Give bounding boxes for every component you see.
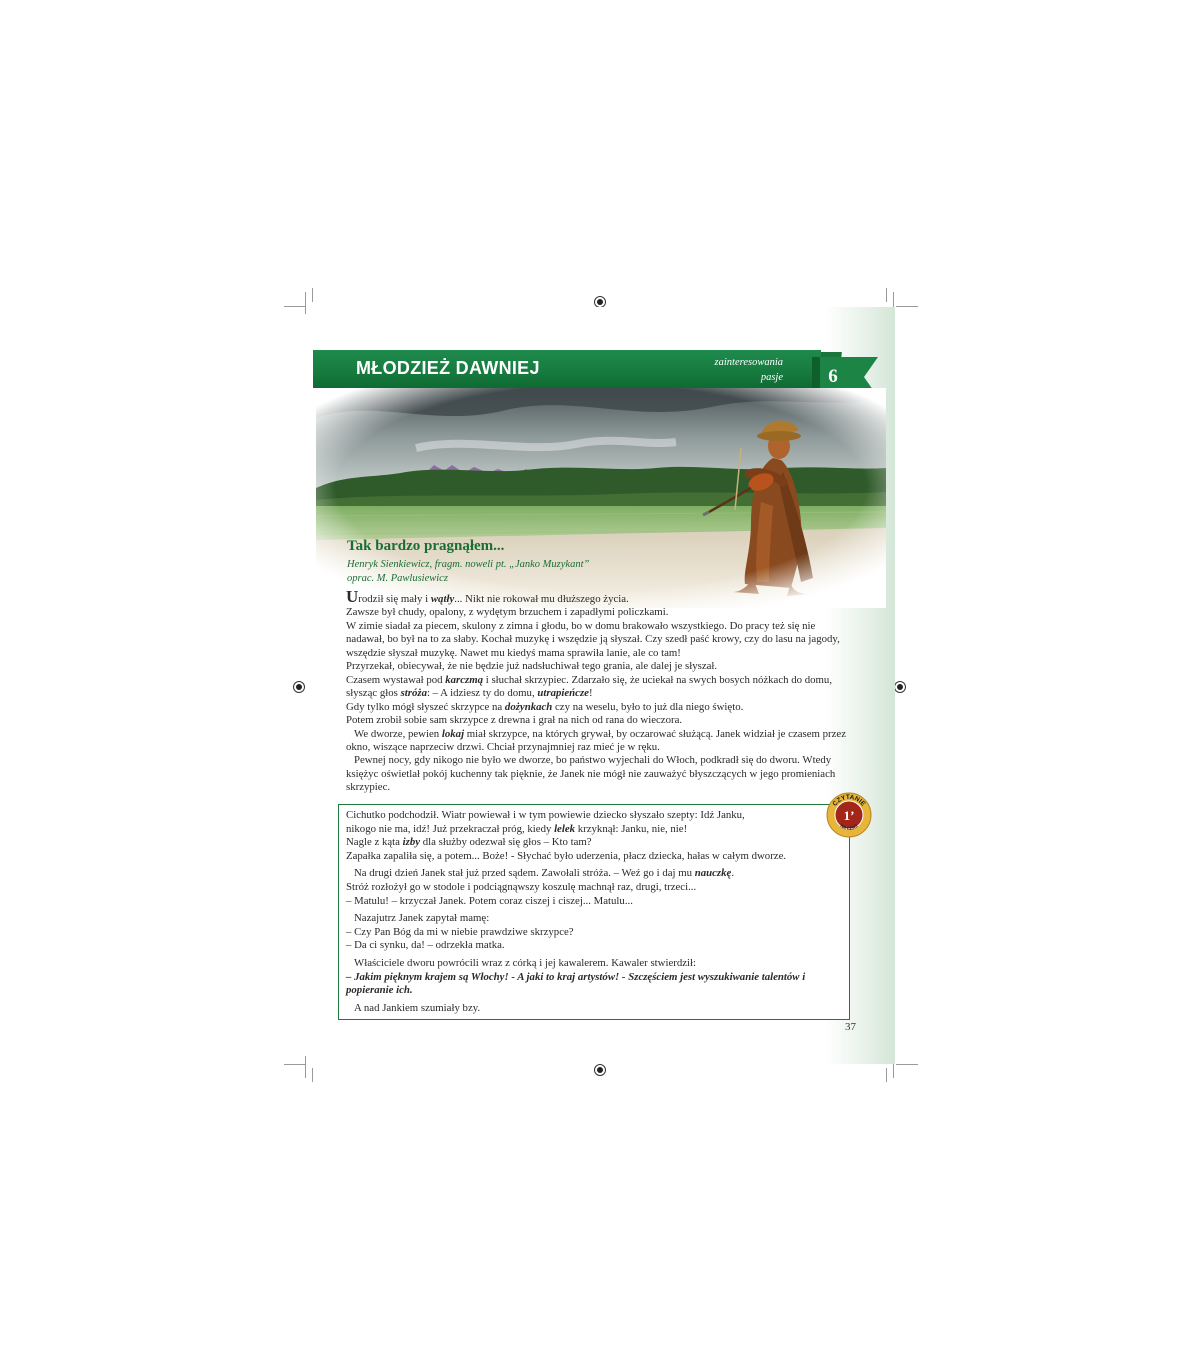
crop-mark [896, 306, 918, 307]
box-line [346, 823, 841, 837]
glossary-word: karczmą [445, 673, 484, 686]
paragraph [346, 701, 856, 714]
paragraph: Zawsze był chudy, opalony, z wydętym brzuchem i zapadłymi policzkami. [346, 606, 669, 619]
box-line: Zapałka zapaliła się, a potem... Boże! - Słychać było uderzenia, płacz dziecka, hałas w całym dworze. [346, 849, 787, 862]
topic-line: zainteresowania [714, 357, 783, 368]
registration-mark [894, 681, 906, 693]
text: We dworze, pewien [354, 727, 442, 740]
badge-bottom-label: NA CZAS [839, 823, 859, 832]
crop-mark [896, 1064, 918, 1065]
page-number: 37 [845, 1021, 856, 1033]
crop-mark [284, 1064, 306, 1065]
text: Gdy tylko mógł słyszeć skrzypce na [346, 700, 505, 713]
text: Na drugi dzień Janek stał już przed sądem. Zawołali stróża. – Weź go i daj mu [354, 867, 695, 880]
byline-author: Henryk Sienkiewicz, fragm. noweli pt. „Janko Muzykant” [347, 559, 590, 570]
glossary-word: dożynkach [504, 700, 553, 713]
registration-mark [594, 1064, 606, 1076]
chapter-number: 6 [828, 366, 838, 387]
box-line: – Matulu! – krzyczał Janek. Potem coraz ciszej i ciszej... Matulu... [346, 894, 633, 907]
crop-mark [312, 1068, 313, 1082]
paragraph: W zimie siadał za piecem, skulony z zimna i głodu, bo w domu brakowało wszystkiego. Do pracy też się nie nadawał, bo był na to za słaby. Kochał muzykę i wszędzie ją słyszał. Czy szedł paść krowy, czy do lasu na jagody, wszędzie słyszał muzykę. Nawet mu kiedyś mama sprawiła lanie, ale co tam! [346, 619, 840, 659]
paragraph: Pewnej nocy, gdy nikogo nie było we dworze, bo państwo wyjechali do Włoch, podkradł się do dworu. Wtedy księżyc oświetlał pokój kuchenny tak pięknie, że Janek nie mógł nie zauważyć błyszczących w jego promieniach skrzypiec. [346, 754, 836, 794]
glossary-word: lelek [554, 822, 576, 835]
box-line: – Czy Pan Bóg da mi w niebie prawdziwe skrzypce? [346, 925, 574, 938]
glossary-word: nauczkę [694, 867, 732, 880]
chapter-topic [640, 355, 783, 385]
box-line: A nad Jankiem szumiały bzy. [354, 1001, 481, 1014]
box-line [346, 971, 841, 998]
text: czy na weselu, było to już dla niego święto. [552, 700, 744, 713]
reading-time-badge [826, 792, 872, 838]
glossary-word: utrapieńcze [537, 687, 589, 700]
box-line: Nazajutrz Janek zapytał mamę: [354, 912, 490, 925]
crop-mark [312, 288, 313, 302]
crop-mark [305, 292, 306, 314]
glossary-word: wątły [430, 593, 455, 605]
text: Nagle z kąta [346, 836, 403, 849]
text: ! [588, 687, 593, 700]
story-body [346, 587, 856, 795]
box-line: Stróż rozłożył go w stodole i podciągnąwszy koszulę machnął raz, drugi, trzeci... [346, 880, 697, 893]
badge-value: 1’ [843, 808, 855, 823]
crop-mark [886, 1068, 887, 1082]
box-line: – Da ci synku, da! – odrzekła matka. [346, 939, 505, 952]
emphasized-quote: – Jakim pięknym krajem są Włochy! - A jaki to kraj artystów! - Szczęściem jest wyszukiwanie talentów i popieranie ich. [346, 970, 806, 997]
paragraph [346, 674, 856, 701]
text: krzyknął: Janku, nie, nie! [575, 822, 688, 835]
glossary-word: lokaj [441, 727, 465, 740]
crop-mark [284, 306, 306, 307]
registration-mark [293, 681, 305, 693]
glossary-word: stróża [400, 687, 427, 700]
crop-mark [886, 288, 887, 302]
box-line [346, 867, 841, 881]
drop-cap: U [346, 587, 359, 606]
story-byline [347, 558, 589, 585]
glossary-word: izby [402, 836, 421, 849]
text: miał skrzypce, na których grywał, by oczarować służącą. Janek widział je czasem przez okno, wiszące naprzeciw drzwi. Chciał przynajmniej raz mieć je w ręku. [346, 727, 846, 753]
paragraph [346, 728, 856, 755]
badge-top-label: CZYTANIE [831, 793, 867, 808]
text: i słuchał skrzypiec. Zdarzało się, że uciekał na swych bosych nóżkach do domu, słysząc głos [346, 673, 833, 700]
text: . [731, 867, 735, 880]
text: Czasem wystawał pod [346, 673, 446, 686]
chapter-title: MŁODZIEŻ DAWNIEJ [356, 358, 540, 378]
box-line [346, 836, 841, 850]
text: : – A idziesz ty do domu, [426, 687, 538, 700]
byline-editor: oprac. M. Pawlusiewicz [347, 572, 448, 584]
story-title: Tak bardzo pragnąłem... [347, 538, 505, 554]
paragraph: Potem zrobił sobie sam skrzypce z drewna i grał na nich od rana do wieczora. [346, 714, 683, 727]
paragraph: Przyrzekał, obiecywał, że nie będzie już nadsłuchiwał tego grania, ale dalej je słyszał. [346, 660, 718, 673]
paragraph [346, 587, 856, 606]
story-box-text [346, 809, 841, 1015]
text: ... Nikt nie rokował mu dłuższego życia. [454, 593, 629, 605]
text: dla służby odezwał się głos – Kto tam? [420, 836, 592, 849]
box-line: Cichutko podchodził. Wiatr powiewał i w tym powiewie dziecko słyszało szepty: Idź Janku, [346, 809, 745, 821]
crop-mark [305, 1056, 306, 1078]
topic-line: pasje [760, 372, 783, 383]
text: nikogo nie ma, idź! Już przekraczał próg, kiedy [346, 822, 555, 835]
text: rodził się mały i [358, 593, 431, 605]
box-line: Właściciele dworu powrócili wraz z córką i jej kawalerem. Kawaler stwierdził: [354, 956, 697, 969]
